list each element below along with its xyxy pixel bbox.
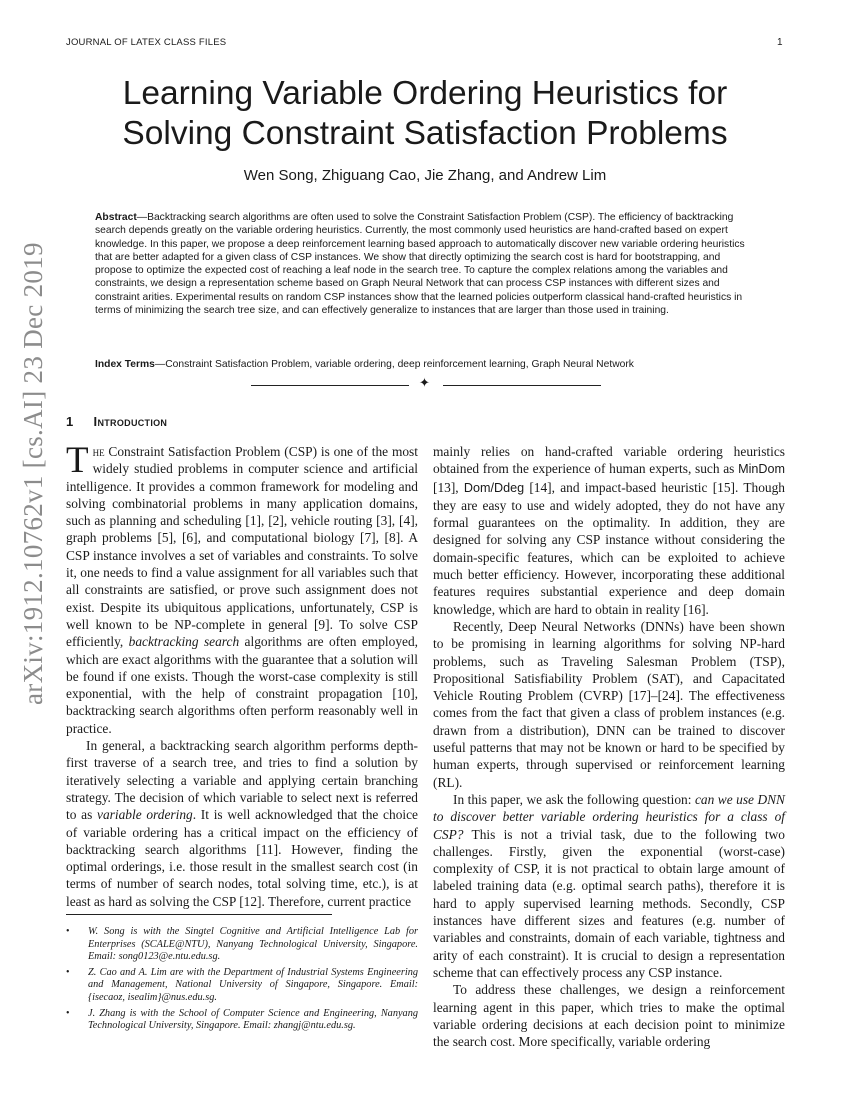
page-number: 1 [777, 37, 783, 48]
drop-cap: T [66, 440, 89, 481]
section-heading [66, 414, 167, 429]
heuristic-name: MinDom [738, 462, 785, 477]
heuristic-name: Dom/Ddeg [463, 480, 525, 495]
paragraph-text: mainly relies on hand-crafted variable ordering heuristics obtained from the experience of human experts, such as [433, 444, 785, 477]
drop-cap-continuation: he [92, 444, 105, 459]
section-divider [251, 375, 601, 392]
footnote-text: Z. Cao and A. Lim are with the Department of Industrial Systems Engineering and Management, National University of Singapore, Singapore. Email: {isecaoz, isealim}@nus.edu.sg. [88, 966, 418, 1003]
intro-paragraph-5 [433, 791, 785, 981]
affiliation-footnotes [66, 926, 418, 1036]
paragraph-text: [13], [433, 479, 464, 495]
divider-rule-right [443, 385, 601, 386]
index-terms-text: —Constraint Satisfaction Problem, variable ordering, deep reinforcement learning, Graph Neural Network [154, 359, 634, 370]
intro-paragraph-6: To address these challenges, we design a reinforcement learning agent in this paper, which tries to make the optimal variable ordering decisions at each decision point to minimize the search cost. More specifically, variable ordering [433, 982, 785, 1050]
footnote-item [66, 926, 418, 964]
paragraph-text: In this paper, we ask the following question: [453, 791, 695, 807]
paragraph-text: [14], and impact-based heuristic [15]. Though they are easy to use and widely adopted, they do not have any formal guarantees on the optimality. In addition, they are designed for solving any CSP instance without considering the domain-specific features, which can be exploited to achieve much better efficiency. However, incorporating these additional features requires substantial experience and deep domain knowledge, which are hard to obtain in reality [16]. [433, 479, 785, 617]
section-title: Introduction [93, 414, 168, 429]
footnote-item [66, 967, 418, 1005]
intro-paragraph-4: Recently, Deep Neural Networks (DNNs) have been shown to be promising in learning algorithms for solving NP-hard problems, such as Traveling Salesman Problem (TSP), Propositional Satisfiability Problem (SAT), and Capacitated Vehicle Routing Problem (CVRP) [17]–[24]. The effectiveness comes from the fact that given a class of problem instances (e.g. drawn from a distribution), DNN can be trained to discover useful patterns that may not be known or hard to be specified by human experts, through supervised or reinforcement learning (RL). [433, 618, 785, 790]
paragraph-text: algorithms are often employed, which are exact algorithms with the guarantee that a solution will be found if one exists. Though the worst-case complexity is still exponential, with the help of constraint propagation [10], backtracking search algorithms often perform reasonably well in practice. [66, 634, 419, 736]
divider-rule-left [251, 385, 409, 386]
left-column [66, 440, 419, 910]
paragraph-text: Constraint Satisfaction Problem (CSP) is one of the most widely studied problems in computer science and artificial intelligence. It provides a common framework for modeling and solving combinatorial problems in many application domains, such as planning and scheduling [1], [2], vehicle routing [3], [4], graph problems [5], [6], and computational biology [7], [8]. A CSP instance involves a set of variables and constraints. To solve it, one needs to find a value assignment for all variables such that all constraints are satisfied, or prove such assignment does not exist. Despite its ubiquitous applications, unfortunately, CSP is well known to be NP-complete in general [9]. To solve CSP efficiently, [66, 444, 418, 650]
intro-paragraph-1 [66, 440, 419, 737]
author-list: Wen Song, Zhiguang Cao, Jie Zhang, and Andrew Lim [243, 167, 607, 184]
paragraph-text: In general, a backtracking search algorithm performs depth-first traverse of a search tree, and tries to find a solution by iteratively selecting a variable and applying certain branching strategy. The decision of which variable to select next is referred to as [66, 738, 418, 823]
abstract-label: Abstract [95, 212, 137, 223]
bullet-icon: • [66, 926, 70, 937]
footnote-item [66, 1008, 418, 1033]
arxiv-stamp: arXiv:1912.10762v1 [cs.AI] 23 Dec 2019 [18, 242, 48, 705]
intro-paragraph-3 [433, 443, 785, 618]
paragraph-text: This is not a trivial task, due to the following two challenges. Firstly, given the exponential (worst-case) complexity of CSP, it is not practical to obtain large amount of labeled training data (e.g. optimal search paths), therefore it is hard to apply supervised learning methods. Secondly, CSP instances have different sizes and features (e.g. number of variables and constraints, domain of each variable, tightness and arity of each constraint). It is crucial to design a representation scheme that can effectively process any CSP instance. [433, 826, 785, 980]
right-column [433, 443, 785, 1050]
bullet-icon: • [66, 966, 70, 978]
footnote-text: J. Zhang is with the School of Computer Science and Engineering, Nanyang Technological University, Singapore. Email: zhangj@ntu.edu.sg. [88, 1007, 418, 1032]
footnote-text: W. Song is with the Singtel Cognitive and Artificial Intelligence Lab for Enterprises (SCALE@NTU), Nanyang Technological University, Singapore. Email: song0123@e.ntu.edu.sg. [88, 926, 418, 963]
abstract-text: —Backtracking search algorithms are often used to solve the Constraint Satisfaction Problem (CSP). The efficiency of backtracking search depends greatly on the variable ordering heuristics. Currently, the most commonly used heuristics are hand-crafted based on expert knowledge. In this paper, we propose a deep reinforcement learning based approach to automatically discover new variable ordering heuristics that are better adapted for a given class of CSP instances. We show that directly optimizing the search cost is hard for bootstrapping, and propose to optimize the expected cost of reaching a leaf node in the search tree. To capture the complex relations among the variables and constraints, we design a representation scheme based on Graph Neural Network that can process CSP instances with different sizes and constraint arities. Experimental results on random CSP instances show that the learned policies outperform classical hand-crafted heuristics in terms of minimizing the search tree size, and can effectively generalize to instances that are larger than those used in training. [95, 212, 745, 316]
abstract [95, 211, 757, 317]
divider-ornament-icon: ✦ [419, 375, 430, 390]
section-number: 1 [66, 414, 74, 429]
index-terms [95, 358, 757, 371]
running-head: JOURNAL OF LATEX CLASS FILES [66, 37, 227, 48]
index-terms-label: Index Terms [95, 359, 155, 370]
emphasis-text: can we use DNN to discover better variable ordering heuristics for a class of CSP? [433, 791, 785, 842]
paragraph-text: . It is well acknowledged that the choice of variable ordering has a critical impact on the efficiency of backtracking search algorithms [11]. However, finding the optimal orderings, i.e. those result in the smallest search cost (in terms of number of search nodes, total solving time, etc.), is at least as hard as solving the CSP [12]. Therefore, current practice [66, 807, 418, 909]
intro-paragraph-2 [66, 737, 418, 910]
paper-title: Learning Variable Ordering Heuristics for Solving Constraint Satisfaction Problems [122, 75, 728, 152]
emphasis-text: variable ordering [97, 807, 193, 823]
emphasis-text: backtracking search [128, 634, 240, 650]
footnote-rule [66, 914, 332, 915]
bullet-icon: • [66, 1007, 70, 1019]
